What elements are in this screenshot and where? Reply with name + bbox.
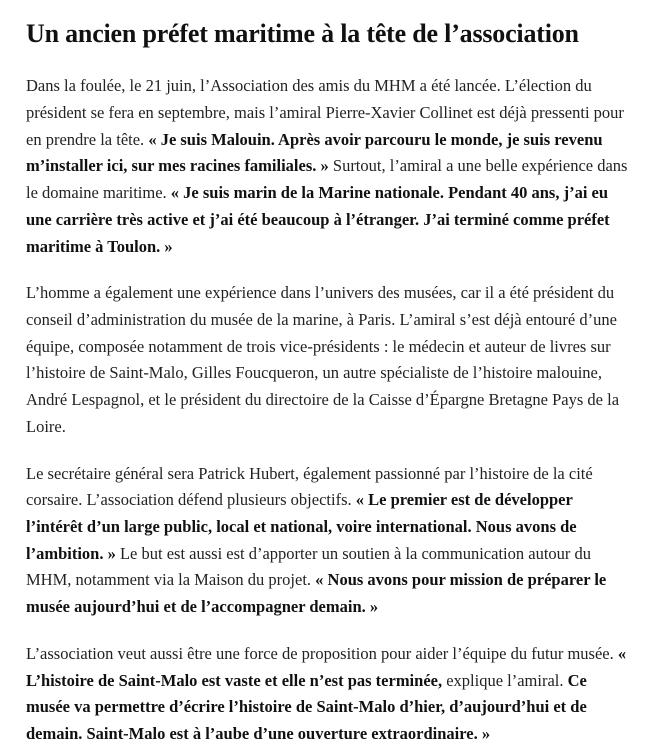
article-paragraph bbox=[26, 73, 630, 260]
quoted-text: « Je suis marin de la Marine nationale. Pendant 40 ans, j’ai eu une carrière très active et j’ai été beaucoup à l’étranger. J’ai terminé comme préfet maritime à Toulon. » bbox=[26, 183, 610, 256]
article-paragraph bbox=[26, 641, 630, 748]
body-text: L’homme a également une expérience dans l’univers des musées, car il a été président du conseil d’administration du musée de la marine, à Paris. L’amiral s’est déjà entouré d’une équipe, composée notamment de trois vice-présidents : le médecin et auteur de livres sur l’histoire de Saint-Malo, Gilles Foucqueron, un autre spécialiste de l’histoire malouine, André Lespagnol, et le président du directoire de la Caisse d’Épargne Bretagne Pays de la Loire. bbox=[26, 283, 620, 436]
quoted-text: « Le premier est de développer l’intérêt d’un large public, local et national, voire international. Nous avons de l’ambition. » bbox=[26, 490, 577, 563]
body-text: Le secrétaire général sera Patrick Hubert, également passionné par l’histoire de la cité corsaire. L’association défend plusieurs objectifs. bbox=[26, 463, 593, 510]
article-paragraph bbox=[26, 461, 630, 621]
quoted-text: Ce musée va permettre d’écrire l’histoire de Saint-Malo d’hier, d’aujourd’hui et de demain. Saint-Malo est à l’aube d’une ouverture extraordinaire. » bbox=[26, 670, 587, 743]
body-text: explique l’amiral. bbox=[442, 670, 568, 690]
page-title: Un ancien préfet maritime à la tête de l’association bbox=[26, 19, 579, 48]
quoted-text: « Je suis Malouin. Après avoir parcouru le monde, je suis revenu m’installer ici, sur mes racines familiales. » bbox=[26, 129, 603, 176]
article-body bbox=[26, 73, 630, 748]
body-text: Surtout, l’amiral a une belle expérience dans le domaine maritime. bbox=[26, 156, 628, 203]
body-text: Le but est aussi est d’apporter un soutien à la communication autour du MHM, notamment via la Maison du projet. bbox=[26, 543, 592, 590]
quoted-text: « L’histoire de Saint-Malo est vaste et elle n’est pas terminée, bbox=[26, 643, 627, 690]
article-paragraph bbox=[26, 280, 630, 440]
body-text: L’association veut aussi être une force de proposition pour aider l’équipe du futur musée. bbox=[26, 643, 618, 663]
body-text: Dans la foulée, le 21 juin, l’Association des amis du MHM a été lancée. L’élection du président se fera en septembre, mais l’amiral Pierre-Xavier Collinet est déjà pressenti pour en prendre la tête. bbox=[26, 76, 624, 149]
quoted-text: « Nous avons pour mission de préparer le musée aujourd’hui et de l’accompagner demain. » bbox=[26, 570, 607, 617]
